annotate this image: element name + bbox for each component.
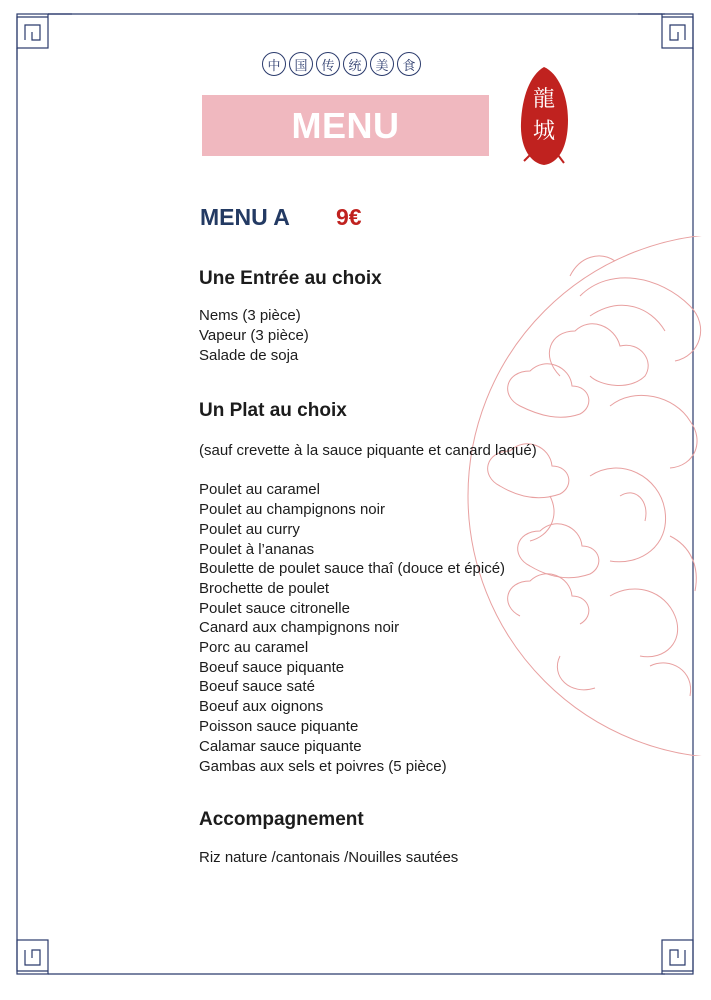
seal-char: 城 xyxy=(532,119,555,144)
corner-ornament-tl-icon xyxy=(17,14,72,60)
tagline-char: 美 xyxy=(370,52,394,76)
corner-ornament-bl-icon xyxy=(17,940,48,974)
menu-name: MENU A xyxy=(200,204,290,230)
tagline-badges xyxy=(262,52,421,76)
plat-item: Poulet à l’ananas xyxy=(199,541,315,558)
menu-price: 9€ xyxy=(336,204,362,230)
plat-item: Porc au caramel xyxy=(199,639,309,656)
plat-item: Poulet sauce citronelle xyxy=(199,600,350,617)
seal-char: 龍 xyxy=(532,87,555,112)
plat-item: Gambas aux sels et poivres (5 pièce) xyxy=(199,758,447,775)
plat-item: Boeuf aux oignons xyxy=(199,698,324,715)
corner-ornament-br-icon xyxy=(662,940,693,974)
plat-item: Poulet au champignons noir xyxy=(199,501,385,518)
plat-item: Boeuf sauce piquante xyxy=(199,659,345,676)
tagline-char: 统 xyxy=(343,52,367,76)
seal-text xyxy=(518,84,570,148)
plat-item: Boulette de poulet sauce thaî (douce et épicé) xyxy=(199,560,506,577)
menu-banner xyxy=(202,95,489,156)
accompagnement-heading: Accompagnement xyxy=(199,809,364,830)
plat-item: Poulet au caramel xyxy=(199,481,320,498)
banner-title: MENU xyxy=(291,104,400,146)
plat-item: Poulet au curry xyxy=(199,521,300,538)
plat-item: Canard aux champignons noir xyxy=(199,619,400,636)
dragon-illustration xyxy=(460,236,711,756)
entree-heading: Une Entrée au choix xyxy=(199,268,382,289)
plat-item: Poisson sauce piquante xyxy=(199,718,359,735)
tagline-char: 中 xyxy=(262,52,286,76)
corner-ornament-tr-icon xyxy=(638,14,693,60)
plat-item: Boeuf sauce saté xyxy=(199,678,315,695)
tagline-char: 食 xyxy=(397,52,421,76)
plat-heading: Un Plat au choix xyxy=(199,400,347,421)
tagline-char: 传 xyxy=(316,52,340,76)
accompagnement-text: Riz nature /cantonais /Nouilles sautées xyxy=(199,849,459,866)
entree-item: Nems (3 pièce) xyxy=(199,307,301,324)
tagline-char: 国 xyxy=(289,52,313,76)
entree-item: Vapeur (3 pièce) xyxy=(199,327,309,344)
plat-item: Brochette de poulet xyxy=(199,580,330,597)
entree-item: Salade de soja xyxy=(199,347,299,364)
plat-note: (sauf crevette à la sauce piquante et canard laqué) xyxy=(199,442,537,459)
plat-item: Calamar sauce piquante xyxy=(199,738,362,755)
